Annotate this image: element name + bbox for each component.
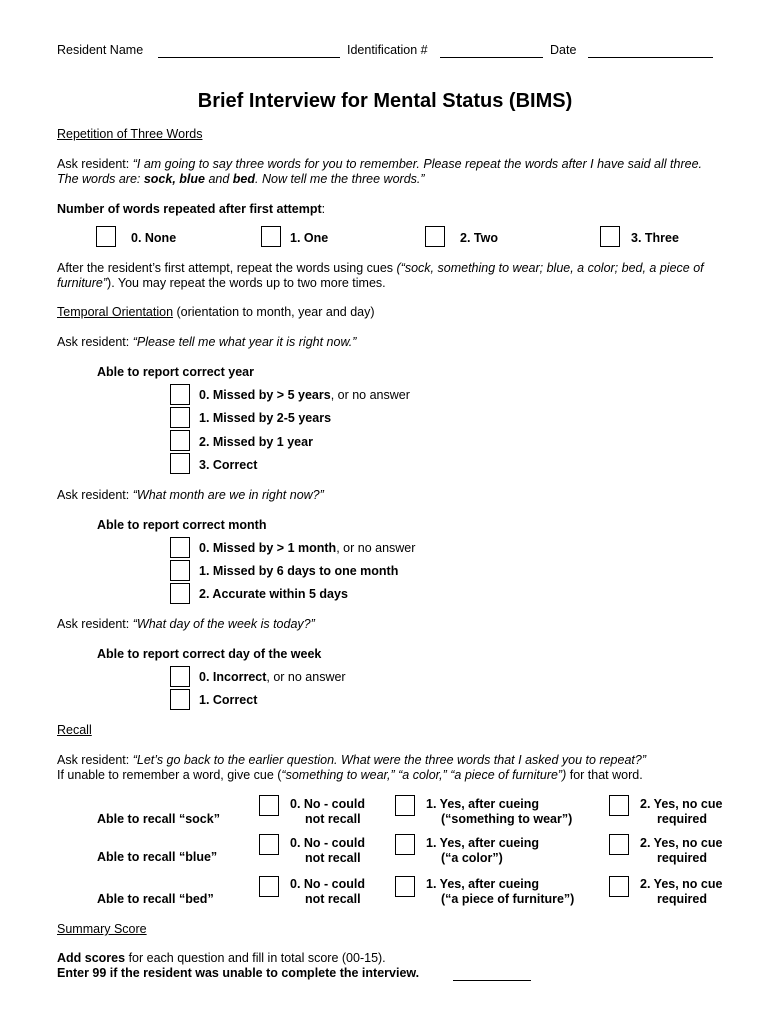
option-three-label: 3. Three [631, 231, 679, 245]
checkbox-month-1[interactable] [170, 560, 190, 581]
year-question: Ask resident: “Please tell me what year it is right now.” [57, 335, 357, 349]
checkbox-sock-2[interactable] [609, 795, 629, 816]
day-option-0: 0. Incorrect, or no answer [199, 670, 346, 684]
cue-instruction-line2: furniture”). You may repeat the words up to two more times. [57, 276, 386, 290]
checkbox-day-0[interactable] [170, 666, 190, 687]
month-label: Able to report correct month [97, 518, 267, 532]
year-option-1: 1. Missed by 2-5 years [199, 411, 332, 425]
repetition-heading: Repetition of Three Words [57, 127, 203, 141]
checkbox-year-0[interactable] [170, 384, 190, 405]
bed-option-1: 1. Yes, after cueing (“a piece of furniture”) [426, 877, 575, 906]
year-label: Able to report correct year [97, 365, 254, 379]
identification-field[interactable] [440, 57, 543, 58]
recall-bed-label: Able to recall “bed” [97, 892, 214, 906]
month-option-2: 2. Accurate within 5 days [199, 587, 348, 601]
checkbox-none[interactable] [96, 226, 116, 247]
month-question: Ask resident: “What month are we in right now?” [57, 488, 324, 502]
checkbox-blue-1[interactable] [395, 834, 415, 855]
recall-question: Ask resident: “Let’s go back to the earlier question. What were the three words that I asked you to repeat?” [57, 753, 646, 767]
blue-option-0: 0. No - could not recall [290, 836, 365, 865]
summary-enter-99: Enter 99 if the resident was unable to complete the interview. [57, 966, 420, 980]
date-field[interactable] [588, 57, 713, 58]
option-two-label: 2. Two [460, 231, 498, 245]
month-option-1: 1. Missed by 6 days to one month [199, 564, 399, 578]
checkbox-year-2[interactable] [170, 430, 190, 451]
checkbox-blue-2[interactable] [609, 834, 629, 855]
blue-option-1: 1. Yes, after cueing (“a color”) [426, 836, 540, 865]
checkbox-bed-0[interactable] [259, 876, 279, 897]
year-option-0: 0. Missed by > 5 years, or no answer [199, 388, 410, 402]
year-option-3: 3. Correct [199, 458, 258, 472]
option-none-label: 0. None [131, 231, 177, 245]
month-option-0: 0. Missed by > 1 month, or no answer [199, 541, 416, 555]
checkbox-one[interactable] [261, 226, 281, 247]
checkbox-year-3[interactable] [170, 453, 190, 474]
checkbox-three[interactable] [600, 226, 620, 247]
repetition-instruction-line1: Ask resident: “I am going to say three words for you to remember. Please repeat the words after I have said all three. [57, 157, 702, 171]
sock-option-1: 1. Yes, after cueing (“something to wear”) [426, 797, 573, 826]
resident-name-field[interactable] [158, 57, 340, 58]
total-score-field[interactable] [453, 980, 531, 981]
checkbox-month-0[interactable] [170, 537, 190, 558]
recall-blue-label: Able to recall “blue” [97, 850, 218, 864]
bed-option-2: 2. Yes, no cue required [640, 877, 723, 906]
summary-heading: Summary Score [57, 922, 147, 936]
year-option-2: 2. Missed by 1 year [199, 435, 313, 449]
date-label: Date [550, 43, 577, 57]
checkbox-bed-2[interactable] [609, 876, 629, 897]
checkbox-year-1[interactable] [170, 407, 190, 428]
checkbox-month-2[interactable] [170, 583, 190, 604]
page-title: Brief Interview for Mental Status (BIMS) [197, 90, 573, 112]
checkbox-sock-0[interactable] [259, 795, 279, 816]
resident-name-label: Resident Name [57, 43, 144, 57]
identification-label: Identification # [347, 43, 428, 57]
cue-instruction-line1: After the resident’s first attempt, repeat the words using cues (“sock, something to wear; blue, a color; bed, a piece of [57, 261, 704, 275]
temporal-heading: Temporal Orientation (orientation to month, year and day) [57, 305, 375, 319]
checkbox-day-1[interactable] [170, 689, 190, 710]
checkbox-sock-1[interactable] [395, 795, 415, 816]
summary-instruction: Add scores for each question and fill in total score (00-15). [57, 951, 386, 965]
recall-cue-instruction: If unable to remember a word, give cue (“something to wear,” “a color,” “a piece of furniture”) for that word. [57, 768, 643, 782]
recall-sock-label: Able to recall “sock” [97, 812, 220, 826]
option-one-label: 1. One [290, 231, 329, 245]
blue-option-2: 2. Yes, no cue required [640, 836, 723, 865]
repetition-instruction-line2: The words are: sock, blue and bed. Now tell me the three words.” [57, 172, 425, 186]
sock-option-0: 0. No - could not recall [290, 797, 365, 826]
day-question: Ask resident: “What day of the week is today?” [57, 617, 315, 631]
day-label: Able to report correct day of the week [97, 647, 322, 661]
day-option-1: 1. Correct [199, 693, 258, 707]
checkbox-blue-0[interactable] [259, 834, 279, 855]
checkbox-bed-1[interactable] [395, 876, 415, 897]
words-repeated-question: Number of words repeated after first attempt: [57, 202, 326, 216]
bed-option-0: 0. No - could not recall [290, 877, 365, 906]
checkbox-two[interactable] [425, 226, 445, 247]
recall-heading: Recall [57, 723, 92, 737]
sock-option-2: 2. Yes, no cue required [640, 797, 723, 826]
